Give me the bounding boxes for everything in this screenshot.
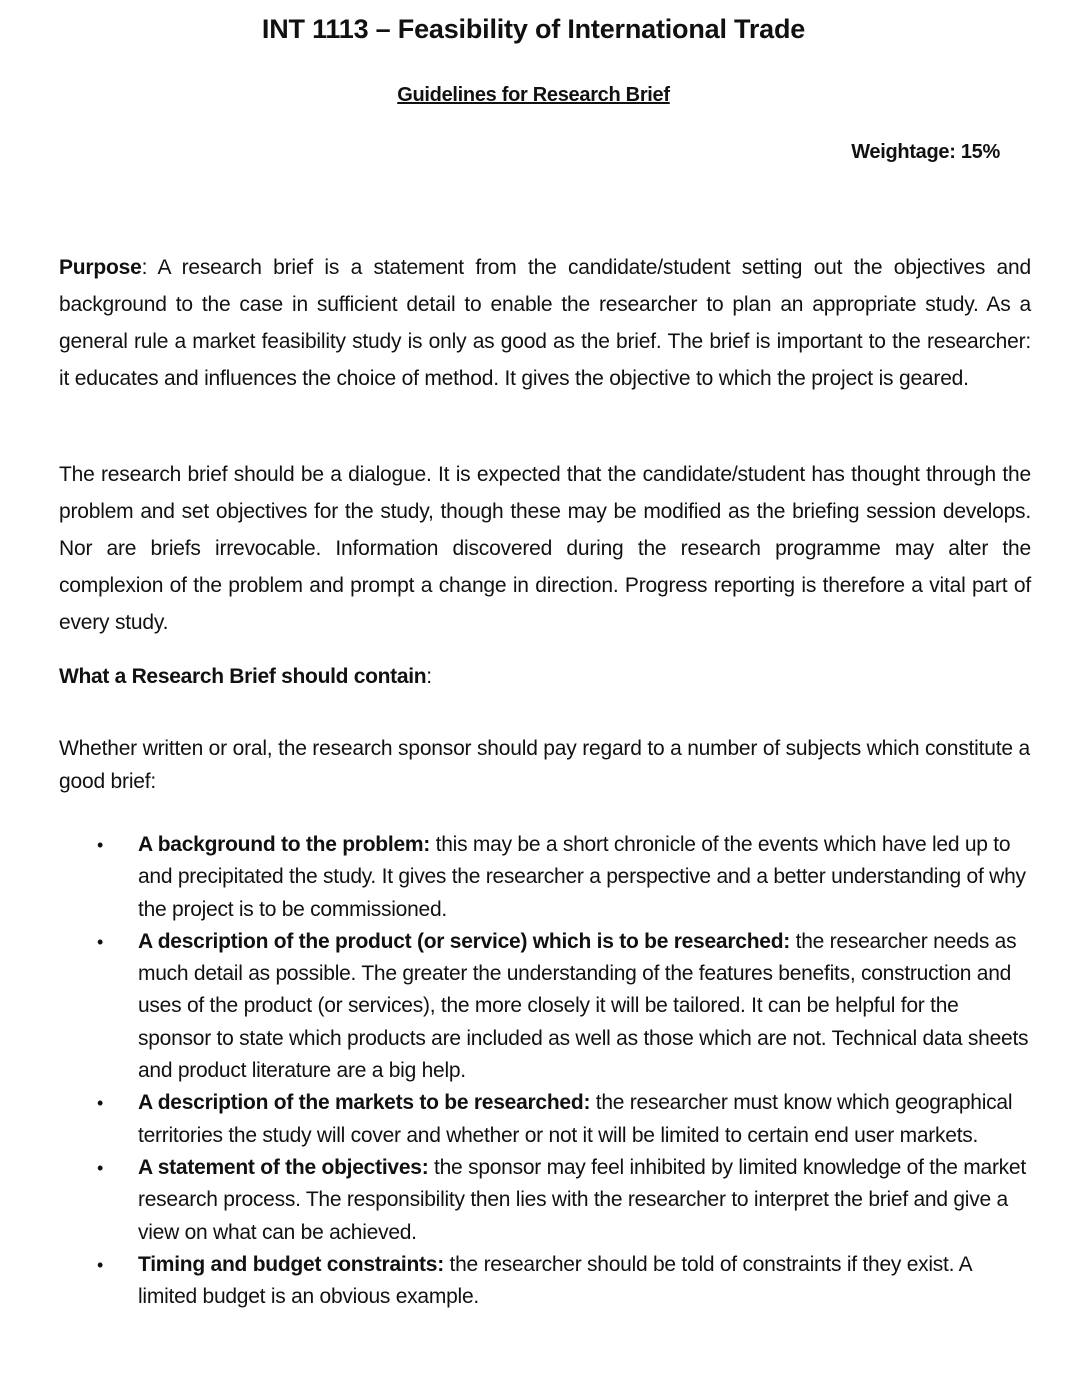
list-item-text: the researcher should be told of constraints if they exist. A limited budget is an obvious example. [138,1252,972,1309]
weightage-label: Weightage: 15% [851,141,1000,163]
bullet-icon: • [97,931,104,952]
brief-contents-list [0,829,1067,1313]
list-item-label: A background to the problem: [138,833,431,856]
bullet-icon: • [97,1157,104,1178]
purpose-paragraph [59,249,1031,397]
dialogue-paragraph: The research brief should be a dialogue. It is expected that the candidate/student has thought through the problem and set objectives for the study, though these may be modified as the briefing session develops. Nor are briefs irrevocable. Information discovered during the research programme may alter the complexion of the problem and prompt a change in direction. Progress reporting is therefore a vital part of every study. [59,463,1031,634]
document-title: INT 1113 – Feasibility of International Trade [261,14,806,44]
intro-paragraph: Whether written or oral, the research sponsor should pay regard to a number of subjects which constitute a good brief: [59,737,1030,793]
bullet-icon: • [97,1254,104,1275]
list-item [97,829,1033,926]
purpose-label: Purpose [59,256,142,279]
list-item [97,1152,1033,1249]
contain-heading-suffix: : [426,665,432,688]
bullet-icon: • [97,1093,104,1114]
contain-heading-label: What a Research Brief should contain [59,665,427,688]
list-item-text: this may be a short chronicle of the events which have led up to and precipitated the study. It gives the researcher a perspective and a better understanding of why the project is to be commissioned. [138,833,1026,921]
list-item-text: the researcher needs as much detail as possible. The greater the understanding of the features benefits, construction and uses of the product (or services), the more closely it will be tailored. It can be helpful for the sponsor to state which products are included as well as those which are not. Technical data sheets and product literature are a big help. [138,929,1029,1083]
list-item-text: the sponsor may feel inhibited by limited knowledge of the market research process. The responsibility then lies with the researcher to interpret the brief and give a view on what can be achieved. [138,1155,1026,1244]
bullet-icon: • [97,835,104,855]
list-item [97,926,1033,1087]
list-item [97,1249,1033,1314]
document-subtitle: Guidelines for Research Brief [397,84,670,106]
list-item-label: A statement of the objectives: [138,1155,429,1179]
list-item-label: A description of the markets to be researched: [138,1091,591,1115]
list-item-label: A description of the product (or service) which is to be researched: [138,929,791,953]
list-item [97,1087,1033,1152]
list-item-text: the researcher must know which geographical territories the study will cover and whether or not it will be limited to certain end user markets. [138,1091,1013,1147]
purpose-text: : A research brief is a statement from the candidate/student setting out the objectives and background to the case in sufficient detail to enable the researcher to plan an appropriate study. As a general rule a market feasibility study is only as good as the brief. The brief is important to the researcher: it educates and influences the choice of method. It gives the objective to which the project is geared. [59,256,1031,390]
contain-heading [59,665,432,689]
list-item-label: Timing and budget constraints: [138,1252,444,1276]
